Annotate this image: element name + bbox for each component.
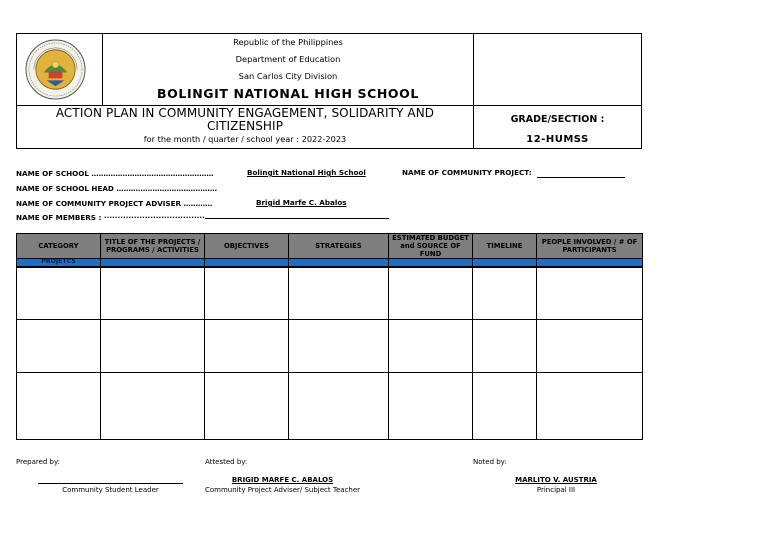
table-cell [205,267,289,320]
adviser-value: Brigid Marfe C. Abalos [256,198,347,207]
project-label: NAME OF COMMUNITY PROJECT: [402,168,532,177]
table-cell [537,259,643,267]
column-header-people: PEOPLE INVOLVED / # OF PARTICIPANTS [537,234,643,259]
attested-by-label: Attested by: [205,458,248,466]
table-cell [389,320,473,373]
column-header-strategies: STRATEGIES [289,234,389,259]
division-seal-icon [25,39,86,100]
table-cell [101,267,205,320]
table-cell [389,259,473,267]
table-cell [17,320,101,373]
logo-cell [17,34,103,106]
column-header-timeline: TIMELINE [473,234,537,259]
table-cell [473,320,537,373]
projects-section-row [17,259,643,267]
table-cell [289,373,389,440]
table-cell [537,267,643,320]
noted-by-label: Noted by: [473,458,507,466]
prepared-signature-line [38,483,183,484]
members-label: NAME OF MEMBERS : ····································· [16,213,205,222]
table-cell [17,267,101,320]
table-cell [289,259,389,267]
adviser-label: NAME OF COMMUNITY PROJECT ADVISER ………… [16,199,213,208]
table-cell [473,259,537,267]
table-cell [389,373,473,440]
school-value: Bolingit National High School [247,168,366,177]
table-cell [473,373,537,440]
table-row [17,373,643,440]
table-header-row [17,234,643,259]
school-name: BOLINGIT NATIONAL HIGH SCHOOL [157,86,419,101]
grade-section-value: 12-HUMSS [526,134,589,145]
header-line-republic: Republic of the Philippines [233,37,343,47]
plan-subtitle: for the month / quarter / school year : 2022-2023 [143,134,347,144]
table-cell [473,267,537,320]
grade-section-cell [474,106,641,148]
attested-by-name: BRIGID MARFE C. ABALOS [231,476,334,484]
grade-section-label: GRADE/SECTION : [510,114,605,125]
prepared-by-label: Prepared by: [16,458,60,466]
table-cell [205,259,289,267]
table-cell [289,320,389,373]
action-plan-table [16,233,643,440]
table-cell [205,320,289,373]
noted-by-name: MARLITO V. AUSTRIA [515,476,597,484]
prepared-by-role: Community Student Leader [62,486,159,494]
header-line-division: San Carlos City Division [238,71,338,81]
school-head-label: NAME OF SCHOOL HEAD …………………………………… [16,184,218,193]
attested-by-role: Community Project Adviser/ Subject Teacher [204,486,361,494]
table-cell [101,320,205,373]
table-cell [17,373,101,440]
column-header-objectives: OBJECTIVES [205,234,289,259]
plan-title-cell [17,106,474,148]
document-header [16,33,642,149]
column-header-category: CATEGORY [17,234,101,259]
table-cell [537,373,643,440]
projects-section-label: PROJETCS [17,259,101,267]
project-blank-line [537,177,625,178]
table-cell [537,320,643,373]
header-right-blank [474,34,641,106]
table-cell [389,267,473,320]
table-row [17,320,643,373]
table-cell [289,267,389,320]
header-line-deped: Department of Education [235,54,341,64]
column-header-title: TITLE OF THE PROJECTS / PROGRAMS / ACTIVITIES [101,234,205,259]
header-center [103,34,474,106]
school-label: NAME OF SCHOOL …………………………………………… [16,169,214,178]
table-row [17,267,643,320]
members-blank-line [205,218,389,219]
noted-by-role: Principal III [536,486,576,494]
table-cell [101,259,205,267]
column-header-budget: ESTIMATED BUDGET and SOURCE OF FUND [389,234,473,259]
table-cell [205,373,289,440]
table-cell [101,373,205,440]
plan-title: ACTION PLAN IN COMMUNITY ENGAGEMENT, SOLIDARITY AND CITIZENSHIP [55,106,435,133]
